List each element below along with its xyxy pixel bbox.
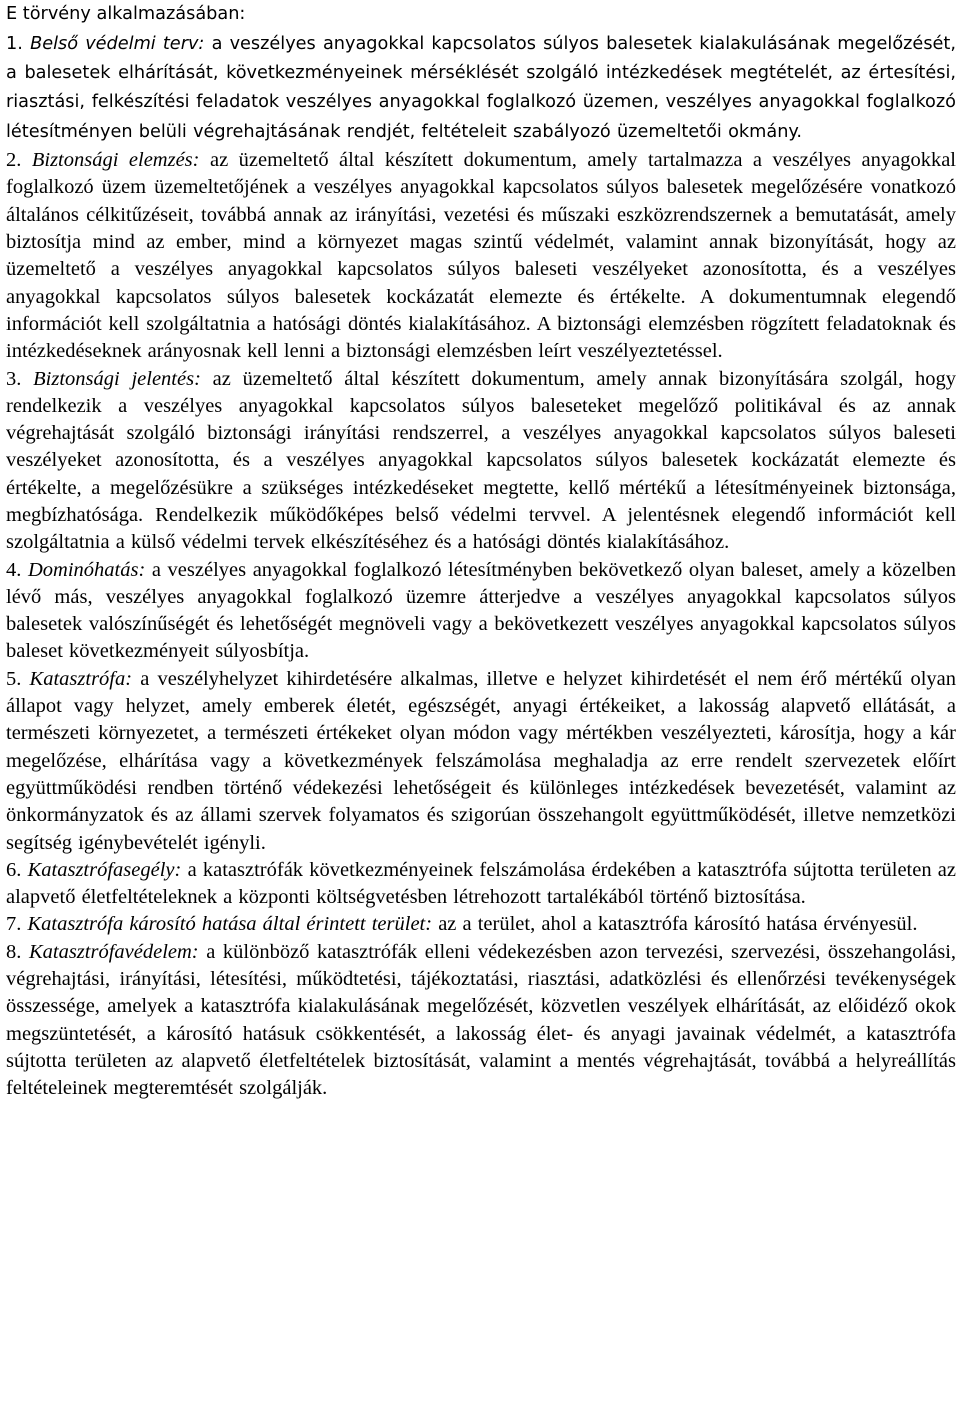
definition-text: a veszélyes anyagokkal kapcsolatos súlyos balesetek kialakulásának megelőzését, a balesetek elhárítását, következményeinek mérséklését szolgáló intézkedések megtételét, az értesítési, riasztási, felkészítési feladatok veszélyes anyagokkal foglalkozó üzemen, veszélyes anyagokkal foglalkozó létesítményen belüli végrehajtásának rendjét, feltételeit szabályozó üzemeltetői okmány. — [6, 33, 956, 142]
definition-8 — [6, 939, 956, 1103]
definition-number: 8. — [6, 940, 22, 963]
intro-line: E törvény alkalmazásában: — [6, 4, 246, 24]
definition-term: Katasztrófa károsító hatása által érintett terület: — [27, 913, 433, 936]
definition-text: a különböző katasztrófák elleni védekezésben azon tervezési, szervezési, összehangolási, végrehajtási, irányítási, létesítési, működtetési, tájékoztatási, riasztási, adatközlési és ellenőrzési tevékenységek összessége, amelyek a katasztrófa kialakulásának megelőzését, közvetlen veszélyek elhárítását, az előidéző okok megszüntetését, a károsító hatásuk csökkentését, a lakosság élet- és anyagi javainak védelmét, a katasztrófa sújtotta területen az alapvető életfeltételek biztosítását, valamint a mentés végrehajtását, továbbá a helyreállítás feltételeinek megteremtését szolgálják. — [6, 940, 957, 1100]
definition-term: Katasztrófasegély: — [27, 858, 182, 881]
definition-text: a veszélyhelyzet kihirdetésére alkalmas, illetve e helyzet kihirdetését el nem érő mértékű olyan állapot vagy helyzet, amely emberek életét, egészségét, anyagi értékeiket, a lakosság alapvető ellátását, a természeti környezetet, a természeti értékeket olyan módon vagy mértékben veszélyezteti, károsítja, hogy a kár megelőzése, elhárítása vagy a következmények felszámolása meghaladja az erre rendelt szervezetek előírt együttműködési rendben történő védekezési lehetőségeit és különleges intézkedések bevezetését, valamint az önkormányzatok és az állami szervek folyamatos és szigorúan összehangolt együttműködését, illetve nemzetközi segítség igénybevételét igényli. — [6, 667, 957, 854]
definition-number: 5. — [6, 667, 22, 690]
definition-text: az a terület, ahol a katasztrófa károsító hatása érvényesül. — [438, 913, 918, 936]
definition-text: a veszélyes anyagokkal foglalkozó létesítményben bekövetkező olyan baleset, amely a közelben lévő más, veszélyes anyagokkal foglalkozó üzemre átterjedve a veszélyes anyagokkal kapcsolatos súlyos balesetek valószínűségét és lehetőségét megnöveli vagy a bekövetkezett veszélyes anyagokkal kapcsolatos súlyos baleset következményeit súlyosbítja. — [6, 558, 957, 663]
definition-number: 7. — [6, 913, 22, 936]
definition-5 — [6, 666, 956, 857]
definition-term: Belső védelmi terv: — [30, 33, 205, 54]
definition-number: 4. — [6, 558, 22, 581]
definition-number: 2. — [6, 149, 22, 172]
definition-text: az üzemeltető által készített dokumentum, amely tartalmazza a veszélyes anyagokkal foglalkozó üzem üzemeltetőjének a veszélyes anyagokkal kapcsolatos súlyos balesetek megelőzésére vonatkozó általános célkitűzéseit, továbbá annak az irányítási, vezetési és műszaki eszközrendszernek a bemutatását, amely biztosítja mind az ember, mind a környezet magas szintű védelmét, valamint annak bizonyítását, hogy az üzemeltető a veszélyes anyagokkal kapcsolatos súlyos baleseti veszélyeket azonosította, és a veszélyes anyagokkal kapcsolatos súlyos balesetek kockázatát elemezte és értékelte. A dokumentumnak elegendő információt kell szolgáltatnia a hatósági döntés kialakításához. A biztonsági elemzésben rögzített feladatoknak és intézkedéseknek arányosnak kell lenni a biztonsági elemzésben leírt veszélyeztetéssel. — [6, 149, 956, 363]
definition-number: 1. — [6, 33, 23, 54]
definition-2 — [6, 147, 956, 365]
definition-3 — [6, 366, 956, 557]
definition-term: Katasztrófavédelem: — [28, 940, 199, 963]
definition-6 — [6, 857, 956, 912]
definition-number: 6. — [6, 858, 22, 881]
definition-term: Biztonsági jelentés: — [33, 367, 201, 390]
definition-term: Biztonsági elemzés: — [31, 149, 200, 172]
definition-text: a katasztrófák következményeinek felszámolása érdekében a katasztrófa sújtotta területen az alapvető életfeltételeknek a központi költségvetésben létrehozott tartalékából történő biztosítása. — [6, 858, 957, 909]
definition-text: az üzemeltető által készített dokumentum, amely annak bizonyítására szolgál, hogy rendelkezik a veszélyes anyagokkal kapcsolatos súlyos baleseteket megelőző politikával és az annak végrehajtását szolgáló biztonsági irányítási rendszerrel, a veszélyes anyagokkal kapcsolatos súlyos baleseti veszélyeket azonosította, és a veszélyes anyagokkal kapcsolatos súlyos balesetek kockázatát elemezte és értékelte, a megelőzésükre a szükséges intézkedéseket megtette, kellő mértékű a létesítményeinek biztonsága, megbízhatósága. Rendelkezik működőképes belső védelmi tervvel. A jelentésnek elegendő információt kell szolgáltatnia a külső védelmi tervek elkészítéséhez és a hatósági döntés kialakításához. — [6, 367, 957, 554]
definition-term: Dominóhatás: — [27, 558, 146, 581]
definition-number: 3. — [6, 367, 22, 390]
definition-4 — [6, 557, 956, 666]
definition-1 — [6, 30, 956, 148]
definition-term: Katasztrófa: — [29, 667, 133, 690]
definition-7 — [6, 911, 956, 938]
